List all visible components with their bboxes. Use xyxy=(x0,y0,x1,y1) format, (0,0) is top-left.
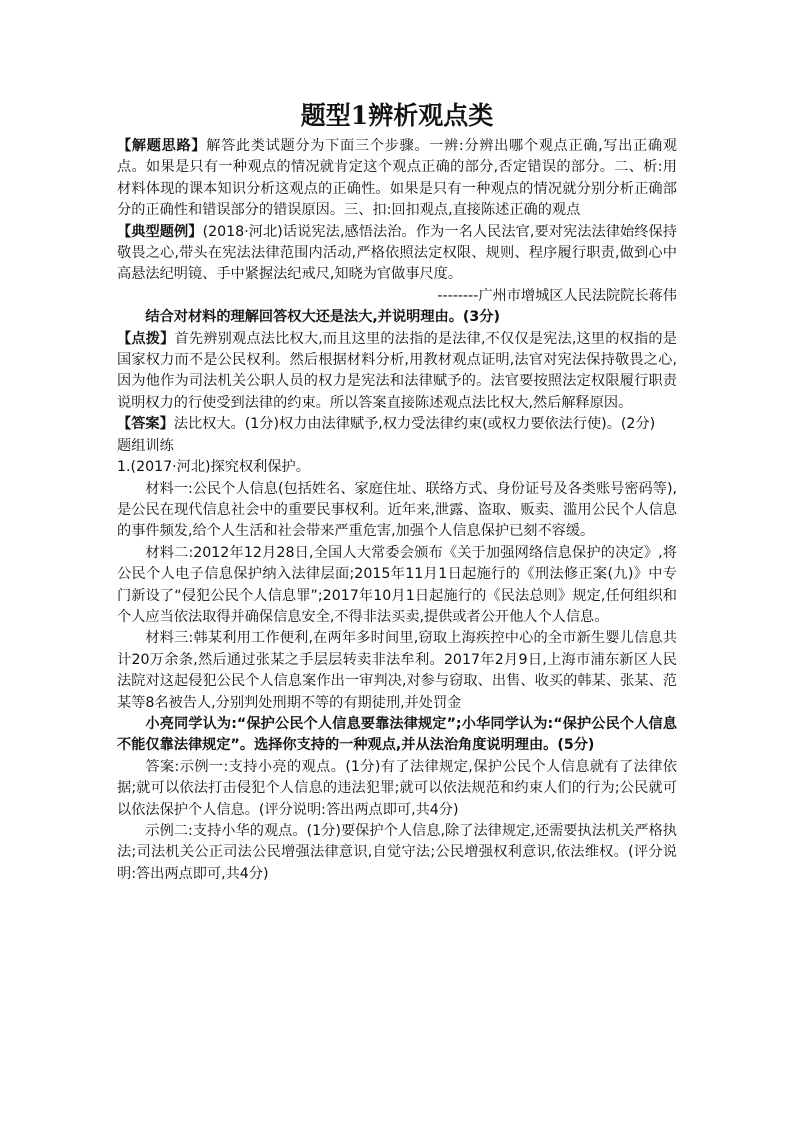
solution-approach-text: 解答此类试题分为下面三个步骤。一辨:分辨出哪个观点正确,写出正确观点。如果是只有一种观点的情况就肯定这个观点正确的部分,否定错误的部分。二、析:用材料体现的课本知识分析这观点的正确性。如果是只有一种观点的情况就分别分析正确部分的正确性和错误部分的错误原因。三、扣:回扣观点,直接陈述正确的观点 xyxy=(117,138,677,219)
question-1-answer-example-2: 示例二:支持小华的观点。(1分)要保护个人信息,除了法律规定,还需要执法机关严格执法;司法机关公正司法公民增强法律意识,自觉守法;公民增强权利意识,依法维权。(评分说明:答出两点即可,共4分) xyxy=(117,823,677,882)
solution-approach-paragraph xyxy=(117,136,677,222)
question-1-answer-example-1: 答案:示例一:支持小亮的观点。(1分)有了法律规定,保护公民个人信息就有了法律依据;就可以依法打击侵犯个人信息的违法犯罪;就可以依法规范和约束人们的行为;公民就可以依法保护个人信息。(评分说明:答出两点即可,共4分) xyxy=(117,758,677,818)
example-source: --------广州市增城区人民法院院长蒋伟 xyxy=(437,287,677,304)
solution-approach-tag: 【解题思路】 xyxy=(117,138,207,154)
hint-paragraph xyxy=(117,329,677,415)
hint-text: 首先辨别观点法比权大,而且这里的法指的是法律,不仅仅是宪法,这里的权指的是国家权力而不是公民权利。然后根据材料分析,用教材观点证明,法官对宪法保持敬畏之心,因为他作为司法机关公职人员的权力是宪法和法律赋予的。法官要按照法定权限履行职责说明权力的行使受到法律的约束。所以答案直接陈述观点法比权大,然后解释原因。 xyxy=(117,330,677,411)
section-label: 题组训练 xyxy=(117,437,174,454)
typical-example-tag: 【典型题例】 xyxy=(117,223,203,240)
question-1-material-2: 材料二:2012年12月28日,全国人大常委会颁布《关于加强网络信息保护的决定》,将公民个人电子信息保护纳入法律层面;2015年11月1日起施行的《刑法修正案(九)》中专门新设了“侵犯公民个人信息罪”;2017年10月1日起施行的《民法总则》规定,任何组织和个人应当依法取得并确保信息安全,不得非法买卖,提供或者公开他人个人信息。 xyxy=(117,544,677,625)
answer-text: 法比权大。(1分)权力由法律赋予,权力受法律约束(或权力要依法行使)。(2分) xyxy=(173,416,656,433)
question-1-prompt: 小亮同学认为:“保护公民个人信息要靠法律规定”;小华同学认为:“保护公民个人信息不能仅靠法律规定”。选择你支持的一种观点,并从法治角度说明理由。(5分) xyxy=(117,715,677,754)
answer-tag: 【答案】 xyxy=(117,416,174,433)
answer-paragraph xyxy=(117,414,677,435)
page-title: 题型1辨析观点类 xyxy=(300,101,494,130)
document-page xyxy=(117,98,677,885)
question-1-material-3: 材料三:韩某利用工作便利,在两年多时间里,窃取上海疾控中心的全市新生婴儿信息共计20万余条,然后通过张某之手层层转卖非法牟利。2017年2月9日,上海市浦东新区人民法院对这起侵犯公民个人信息案作出一审判决,对参与窃取、出售、收买的韩某、张某、范某等8名被告人,分别判处刑期不等的有期徒刑,并处罚金 xyxy=(117,630,677,711)
typical-example-paragraph xyxy=(117,222,677,286)
example-question: 结合对材料的理解回答权大还是法大,并说明理由。(3分) xyxy=(145,309,500,326)
question-1-heading: 1.(2017·河北)探究权利保护。 xyxy=(117,459,310,476)
question-1-material-1: 材料一:公民个人信息(包括姓名、家庭住址、联络方式、身份证号及各类账号密码等),是公民在现代信息社会中的重要民事权利。近年来,泄露、盗取、贩卖、滥用公民个人信息的事件频发,给个人生活和社会带来严重危害,加强个人信息保护已刻不容缓。 xyxy=(117,480,677,540)
typical-example-text: (2018·河北)话说宪法,感悟法治。作为一名人民法官,要对宪法法律始终保持敬畏之心,带头在宪法法律范围内活动,严格依照法定权限、规则、程序履行职责,做到心中高悬法纪明镜、手中紧握法纪戒尺,知晓为官做事尺度。 xyxy=(117,223,677,283)
hint-tag: 【点拨】 xyxy=(117,330,175,347)
